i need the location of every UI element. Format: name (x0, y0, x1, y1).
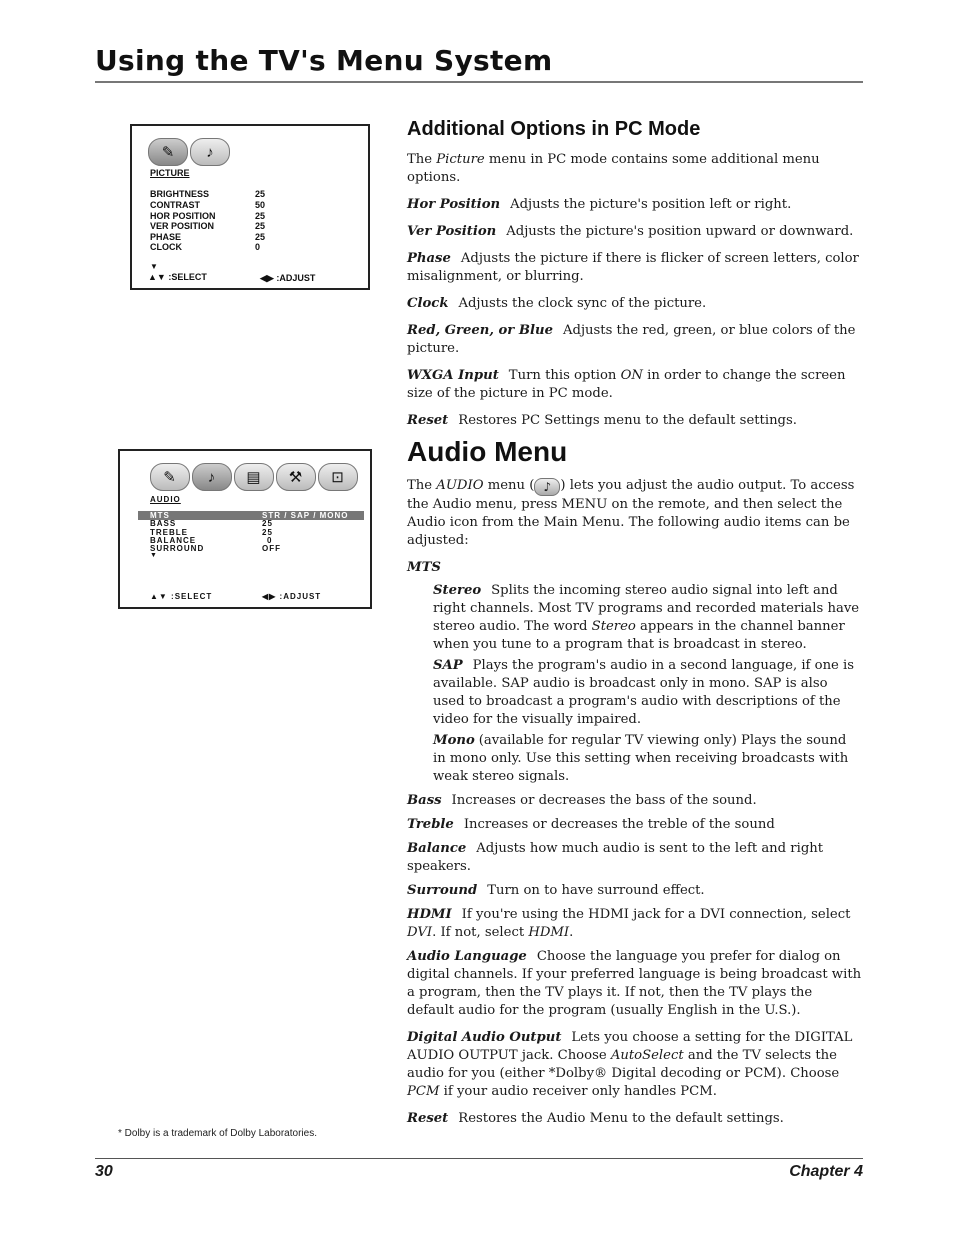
osd-row: TREBLE 25 (150, 528, 273, 537)
chapter-label: Chapter 4 (789, 1163, 863, 1180)
picture-icon: ✎ (150, 463, 190, 491)
audio-option: Stereo Splits the incoming stereo audio signal into left and right channels. Most TV programs and recorded materials have stereo audio. The word Stereo appears in the channel banner when you tune to a program that is broadcast in stereo. (433, 583, 860, 652)
audio-option: Balance Adjusts how much audio is sent to the left and right speakers. (407, 841, 824, 874)
audio-menu-body (407, 477, 863, 1137)
adjust-hint: ◀▶ :ADJUST (260, 273, 316, 283)
osd-menu-name: PICTURE (150, 168, 190, 178)
pc-option: Reset Restores PC Settings menu to the default settings. (407, 413, 797, 428)
select-hint: ▲▼ :SELECT (150, 592, 213, 601)
audio-option: SAP Plays the program's audio in a second language, if one is available. SAP audio is broadcast only in mono. SAP is also used to broadcast a program's audio with descriptions of the video for the visually impaired. (433, 658, 855, 727)
audio-icon: ♪ (192, 463, 232, 491)
osd-row: CONTRAST 50 (150, 200, 266, 210)
osd-row: HOR POSITION 25 (150, 211, 266, 221)
adjust-hint: ◀▶ :ADJUST (262, 592, 322, 601)
channel-icon: ▤ (234, 463, 274, 491)
pc-mode-heading: Additional Options in PC Mode (407, 118, 701, 140)
more-arrow-icon: ▼ (150, 262, 158, 271)
pc-option: Phase Adjusts the picture if there is flicker of screen letters, color misalignment, or blurring. (407, 251, 859, 284)
footnote: * Dolby is a trademark of Dolby Laboratories. (118, 1128, 317, 1139)
picture-menu-screenshot (130, 124, 370, 290)
pc-option: WXGA Input Turn this option ON in order to change the screen size of the picture in PC mode. (407, 368, 846, 401)
pc-option: Hor Position Adjusts the picture's position left or right. (407, 197, 792, 212)
osd-row: BALANCE 0 (150, 536, 273, 545)
audio-option: Mono (available for regular TV viewing only) Plays the sound in mono only. Use this setting when receiving broadcasts with weak stereo signals. (433, 733, 849, 784)
audio-option: Audio Language Choose the language you prefer for dialog on digital channels. If your preferred language is being broadcast with a program, then the TV plays it. If not, then the TV plays the default audio for the program (usually English in the U.S.). (407, 949, 862, 1018)
osd-row: PHASE 25 (150, 232, 266, 242)
osd-row: VER POSITION 25 (150, 221, 266, 231)
audio-option: Surround Turn on to have surround effect. (407, 883, 705, 898)
audio-option: Bass Increases or decreases the bass of the sound. (407, 793, 757, 808)
footer-divider (95, 1158, 863, 1159)
audio-icon: ♪ (534, 478, 560, 496)
audio-menu-screenshot (118, 449, 372, 609)
pc-mode-intro: The Picture menu in PC mode contains some additional menu options. (407, 152, 820, 185)
audio-option: Digital Audio Output Lets you choose a setting for the DIGITAL AUDIO OUTPUT jack. Choose AutoSelect and the TV selects the audio for you (either *Dolby® Digital decoding or PCM). Choose PCM if your audio receiver only handles PCM. (407, 1030, 853, 1099)
pc-option: Red, Green, or Blue Adjusts the red, green, or blue colors of the picture. (407, 323, 856, 356)
picture-icon: ✎ (148, 138, 188, 166)
audio-icon: ♪ (190, 138, 230, 166)
audio-option: Reset Restores the Audio Menu to the default settings. (407, 1111, 784, 1126)
lock-icon: ⊡ (318, 463, 358, 491)
title-divider (95, 81, 863, 83)
audio-option: HDMI If you're using the HDMI jack for a DVI connection, select DVI. If not, select HDMI. (407, 907, 851, 940)
setup-icon: ⚒ (276, 463, 316, 491)
select-hint: ▲▼ :SELECT (148, 272, 207, 282)
more-arrow-icon: ▼ (150, 552, 158, 559)
pc-option: Clock Adjusts the clock sync of the picture. (407, 296, 707, 311)
osd-row: BASS 25 (150, 519, 273, 528)
mts-heading: MTS (407, 560, 441, 575)
osd-row-highlighted: MTS STR / SAP / MONO (138, 511, 364, 520)
page-title: Using the TV's Menu System (95, 44, 553, 77)
osd-menu-name: AUDIO (150, 495, 181, 504)
osd-row: SURROUND OFF (150, 544, 281, 553)
audio-menu-heading: Audio Menu (407, 436, 568, 467)
audio-option: Treble Increases or decreases the treble of the sound (407, 817, 775, 832)
osd-row: BRIGHTNESS 25 (150, 189, 266, 199)
page-number: 30 (95, 1163, 113, 1180)
audio-intro: The AUDIO menu ( ♪ ) lets you adjust the audio output. To access the Audio menu, press MENU on the remote, and then select the Audio icon from the Main Menu. The following audio items can be adjusted: (407, 478, 855, 548)
osd-row: CLOCK 0 (150, 242, 261, 252)
pc-mode-body (407, 151, 863, 439)
pc-option: Ver Position Adjusts the picture's position upward or downward. (407, 224, 854, 239)
